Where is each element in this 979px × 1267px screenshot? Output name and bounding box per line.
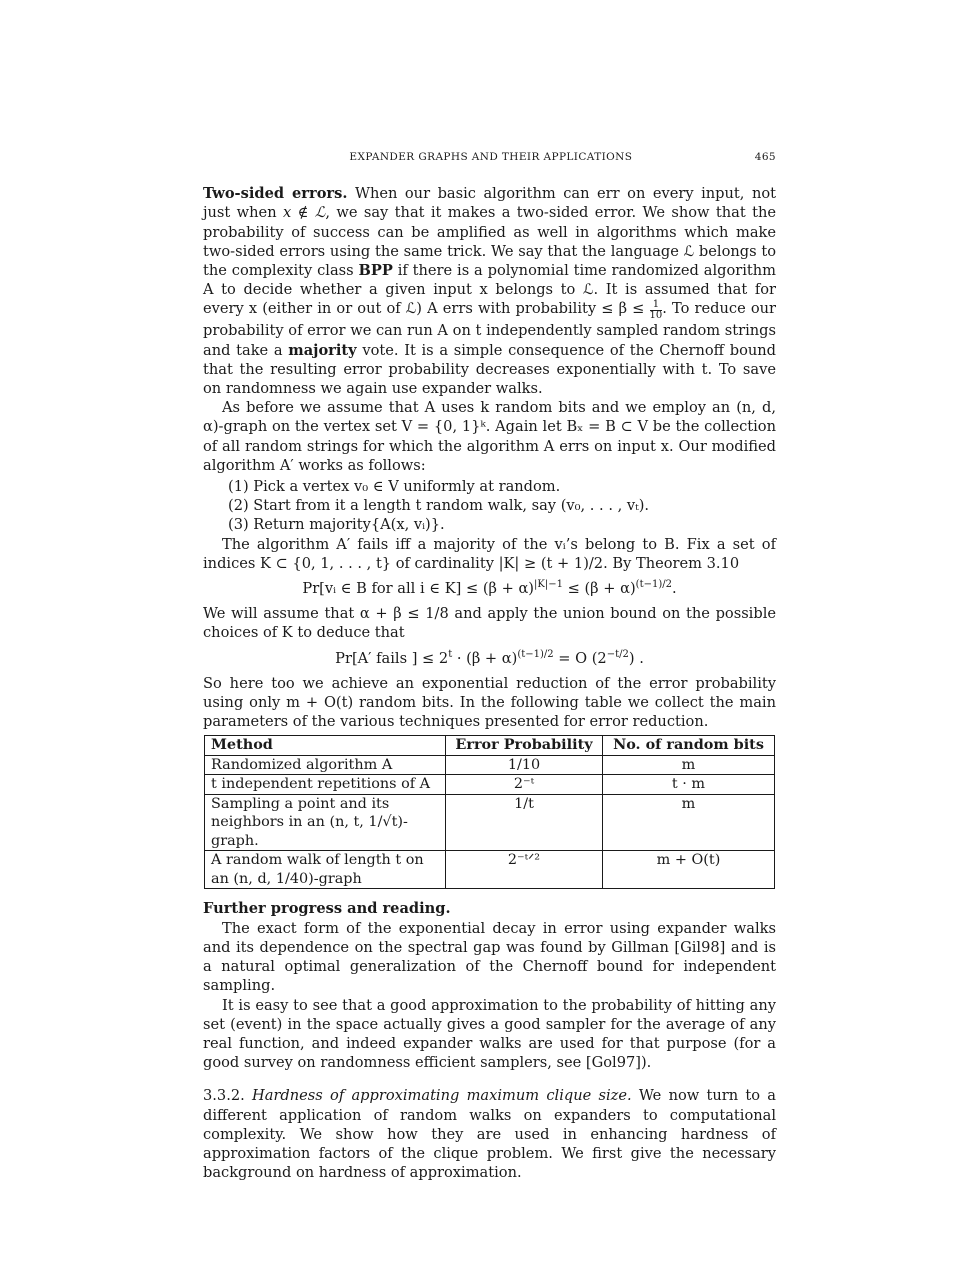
math-x-notin-L: x ∉ ℒ (282, 204, 326, 222)
page-number: 465 (754, 151, 776, 163)
header-method: Method (205, 736, 446, 756)
eq-superscript: t (448, 648, 453, 660)
paragraph-union-bound: We will assume that α + β ≤ 1/8 and apply the union bound on the possible choices of K to deduce that (203, 605, 776, 642)
header-random-bits: No. of random bits (603, 736, 775, 756)
eq-superscript: −t/2 (606, 648, 629, 660)
eq-superscript: (t−1)/2 (635, 579, 672, 591)
running-head (203, 148, 776, 167)
cell-method: t independent repetitions of A (205, 775, 446, 795)
paragraph-walk-setup: As before we assume that A uses k random bits and we employ an (n, d, α)-graph on the vertex set V = {0, 1}ᵏ. Again let Bₓ = B ⊂ V be the collection of all random strings for which the algorithm A errs on input x. Our modified algorithm A′ works as follows: (203, 399, 776, 474)
eq-part: ≤ (β + α) (562, 580, 636, 598)
fraction-one-tenth (650, 300, 663, 321)
table-row (205, 794, 775, 851)
algorithm-step: (3) Return majority{A(x, vᵢ)}. (228, 516, 445, 534)
cell-bits: m (603, 794, 775, 851)
eq-part: ) . (628, 649, 644, 667)
paragraph-gillman: The exact form of the exponential decay in error using expander walks and its dependence on the spectral gap was found by Gillman [Gil98] and is a natural optimal generalization of the Chernoff bound for independent sampling. (203, 919, 776, 995)
cell-method: Randomized algorithm A (205, 755, 446, 775)
bpp-term: BPP (358, 262, 393, 280)
two-sided-heading: Two-sided errors. (203, 185, 348, 203)
paragraph-samplers: It is easy to see that a good approximation to the probability of hitting any set (event) in the space actually gives a good sampler for the average of any real function, and indeed expander walks are used for that purpose (for a good survey on randomness efficient samplers, see [Gol97]). (203, 996, 776, 1072)
cell-error: 1/10 (446, 755, 603, 775)
equation-failure-probability (203, 649, 776, 668)
text-run: if there is a polynomial time randomized algorithm A to decide whether a given input x belongs to ℒ. It is assumed that for every x (either in or out of ℒ) A errs with probability ≤ β ≤ (203, 262, 776, 318)
eq-superscript: |K|−1 (534, 579, 563, 591)
fraction-denominator: 10 (649, 310, 663, 322)
equation-theorem-bound (203, 579, 776, 598)
header-error-probability: Error Probability (446, 736, 603, 756)
majority-term: majority (288, 341, 357, 359)
algorithm-step: (2) Start from it a length t random walk, say (v₀, . . . , vₜ). (228, 497, 650, 515)
cell-bits: m + O(t) (603, 851, 775, 889)
eq-part: . (671, 580, 677, 598)
methods-table (204, 735, 775, 889)
further-reading-heading: Further progress and reading. (203, 900, 451, 918)
two-sided-paragraph (203, 184, 776, 398)
running-title: EXPANDER GRAPHS AND THEIR APPLICATIONS (349, 151, 633, 163)
table-header-row (205, 736, 775, 756)
cell-error: 2⁻ᵗ (446, 775, 603, 795)
cell-bits: t · m (603, 775, 775, 795)
text-run: vote. It is a simple consequence of the Chernoff bound that the resulting error probability decreases exponentially with t. To save on randomness we again use expander walks. (203, 341, 776, 398)
paragraph-failure: The algorithm A′ fails iff a majority of the vᵢ’s belong to B. Fix a set of indices K ⊂ {0, 1, . . . , t} of cardinality |K| ≥ (t + 1)/2. By Theorem 3.10 (203, 535, 776, 572)
eq-superscript: (t−1)/2 (517, 648, 554, 660)
eq-part: Pr[vᵢ ∈ B for all i ∈ K] ≤ (β + α) (302, 580, 535, 598)
cell-error: 2⁻ᵗᐟ² (446, 851, 603, 889)
subsection-number: 3.3.2. (203, 1087, 253, 1105)
algorithm-step: (1) Pick a vertex v₀ ∈ V uniformly at random. (228, 478, 561, 496)
page (203, 148, 776, 1182)
algorithm-steps (228, 477, 776, 535)
table-row (205, 851, 775, 889)
text-run: . To reduce our probability of error we can run A on t independently sampled random strings and take a (203, 300, 776, 359)
subsection-text: We now turn to a different application of random walks on expanders to computational complexity. We show how they are used in enhancing hardness of approximation factors of the clique problem. We first give the necessary background on hardness of approximation. (203, 1087, 776, 1182)
eq-part: Pr[A′ fails ] ≤ 2 (335, 649, 449, 667)
text-run: , we say that it makes a two-sided error. We show that the probability of success can be amplified as well in algorithms which make two-sided errors using the same trick. We say that the language ℒ belongs to the complexity class (203, 204, 777, 280)
table-row (205, 775, 775, 795)
eq-part: · (β + α) (452, 649, 518, 667)
cell-method: A random walk of length t on an (n, d, 1/40)-graph (205, 851, 446, 889)
text-run: When our basic algorithm can err on every input, not just when (203, 185, 777, 222)
cell-error: 1/t (446, 794, 603, 851)
table-row (205, 755, 775, 775)
subsection-title: Hardness of approximating maximum clique size. (252, 1087, 632, 1105)
fraction-numerator: 1 (650, 300, 663, 311)
eq-part: = O (2 (553, 649, 607, 667)
cell-method: Sampling a point and its neighbors in an (n, t, 1/√t)-graph. (205, 794, 446, 851)
paragraph-summary: So here too we achieve an exponential reduction of the error probability using only m + O(t) random bits. In the following table we collect the main parameters of the various techniques presented for error reduction. (203, 674, 776, 731)
subsection-clique (203, 1086, 776, 1182)
cell-bits: m (603, 755, 775, 775)
